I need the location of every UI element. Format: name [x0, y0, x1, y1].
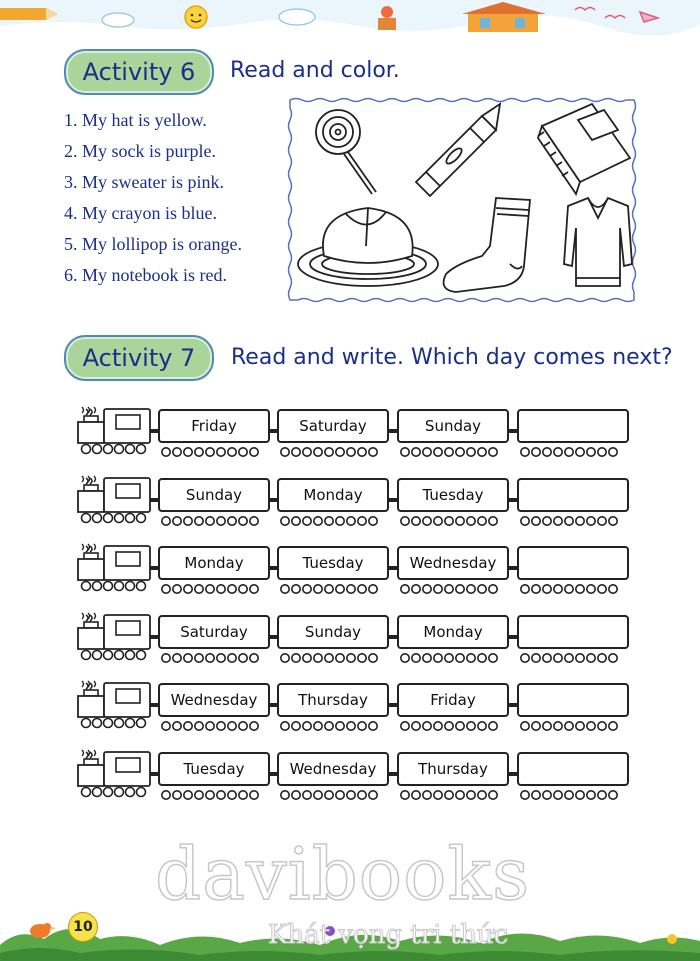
train-wheels	[279, 786, 387, 798]
train-row	[76, 748, 636, 817]
train-wheels	[519, 717, 627, 729]
train-engine-icon	[76, 679, 156, 731]
train-wheels	[519, 786, 627, 798]
pencil-icon	[0, 8, 58, 20]
train-exercise	[76, 405, 636, 817]
activity-6-badge-label: Activity 6	[82, 58, 196, 86]
train-wheels	[160, 649, 268, 661]
train-wheels	[519, 580, 627, 592]
activity-7-instruction: Read and write. Which day comes next?	[231, 345, 673, 370]
train-row	[76, 542, 636, 611]
day-car: Thursday	[277, 683, 389, 717]
train-wheels	[399, 786, 507, 798]
train-wheels	[160, 786, 268, 798]
train-wheels	[160, 717, 268, 729]
day-car: Friday	[158, 409, 270, 443]
activity-6-sentence-list	[64, 108, 242, 294]
train-engine-icon	[76, 748, 156, 800]
sun-icon	[185, 6, 207, 28]
day-car: Friday	[397, 683, 509, 717]
day-car: Wednesday	[397, 546, 509, 580]
train-wheels	[160, 443, 268, 455]
train-wheels	[279, 717, 387, 729]
train-wheels	[399, 649, 507, 661]
day-car: Sunday	[397, 409, 509, 443]
day-car: Sunday	[158, 478, 270, 512]
sentence-item: 4. My crayon is blue.	[64, 203, 217, 223]
train-wheels	[279, 580, 387, 592]
day-car: Monday	[277, 478, 389, 512]
sentence-item: 1. My hat is yellow.	[64, 110, 207, 130]
activity-6-badge	[64, 49, 214, 95]
train-row	[76, 474, 636, 543]
top-decoration	[0, 0, 700, 40]
day-car: Wednesday	[158, 683, 270, 717]
day-car: Thursday	[397, 752, 509, 786]
page-number	[68, 912, 98, 942]
train-wheels	[279, 649, 387, 661]
day-car: Wednesday	[277, 752, 389, 786]
answer-blank-car[interactable]	[517, 683, 629, 717]
activity-7-badge-label: Activity 7	[82, 344, 196, 372]
train-engine-icon	[76, 542, 156, 594]
sentence-item: 3. My sweater is pink.	[64, 172, 224, 192]
sentence-item: 5. My lollipop is orange.	[64, 234, 242, 254]
sentence-item: 2. My sock is purple.	[64, 141, 216, 161]
watermark-logo: davibooks	[155, 832, 531, 916]
coloring-picture-frame	[286, 96, 638, 304]
answer-blank-car[interactable]	[517, 752, 629, 786]
train-wheels	[399, 443, 507, 455]
activity-6-instruction: Read and color.	[230, 58, 400, 83]
answer-blank-car[interactable]	[517, 546, 629, 580]
answer-blank-car[interactable]	[517, 409, 629, 443]
day-car: Tuesday	[397, 478, 509, 512]
train-engine-icon	[76, 611, 156, 663]
train-wheels	[279, 512, 387, 524]
watermark-tagline: Khát vọng tri thức	[268, 920, 509, 950]
train-wheels	[279, 443, 387, 455]
train-engine-icon	[76, 474, 156, 526]
train-wheels	[399, 717, 507, 729]
day-car: Saturday	[158, 615, 270, 649]
day-car: Monday	[397, 615, 509, 649]
page-number-label: 10	[73, 919, 93, 935]
day-car: Saturday	[277, 409, 389, 443]
train-wheels	[399, 580, 507, 592]
day-car: Sunday	[277, 615, 389, 649]
train-row	[76, 679, 636, 748]
day-car: Tuesday	[277, 546, 389, 580]
train-wheels	[160, 580, 268, 592]
train-wheels	[519, 512, 627, 524]
train-engine-icon	[76, 405, 156, 457]
train-row	[76, 405, 636, 474]
answer-blank-car[interactable]	[517, 615, 629, 649]
train-wheels	[519, 443, 627, 455]
train-wheels	[519, 649, 627, 661]
train-row	[76, 611, 636, 680]
activity-7-badge	[64, 335, 214, 381]
train-wheels	[399, 512, 507, 524]
sentence-item: 6. My notebook is red.	[64, 265, 227, 285]
train-wheels	[160, 512, 268, 524]
day-car: Tuesday	[158, 752, 270, 786]
day-car: Monday	[158, 546, 270, 580]
answer-blank-car[interactable]	[517, 478, 629, 512]
